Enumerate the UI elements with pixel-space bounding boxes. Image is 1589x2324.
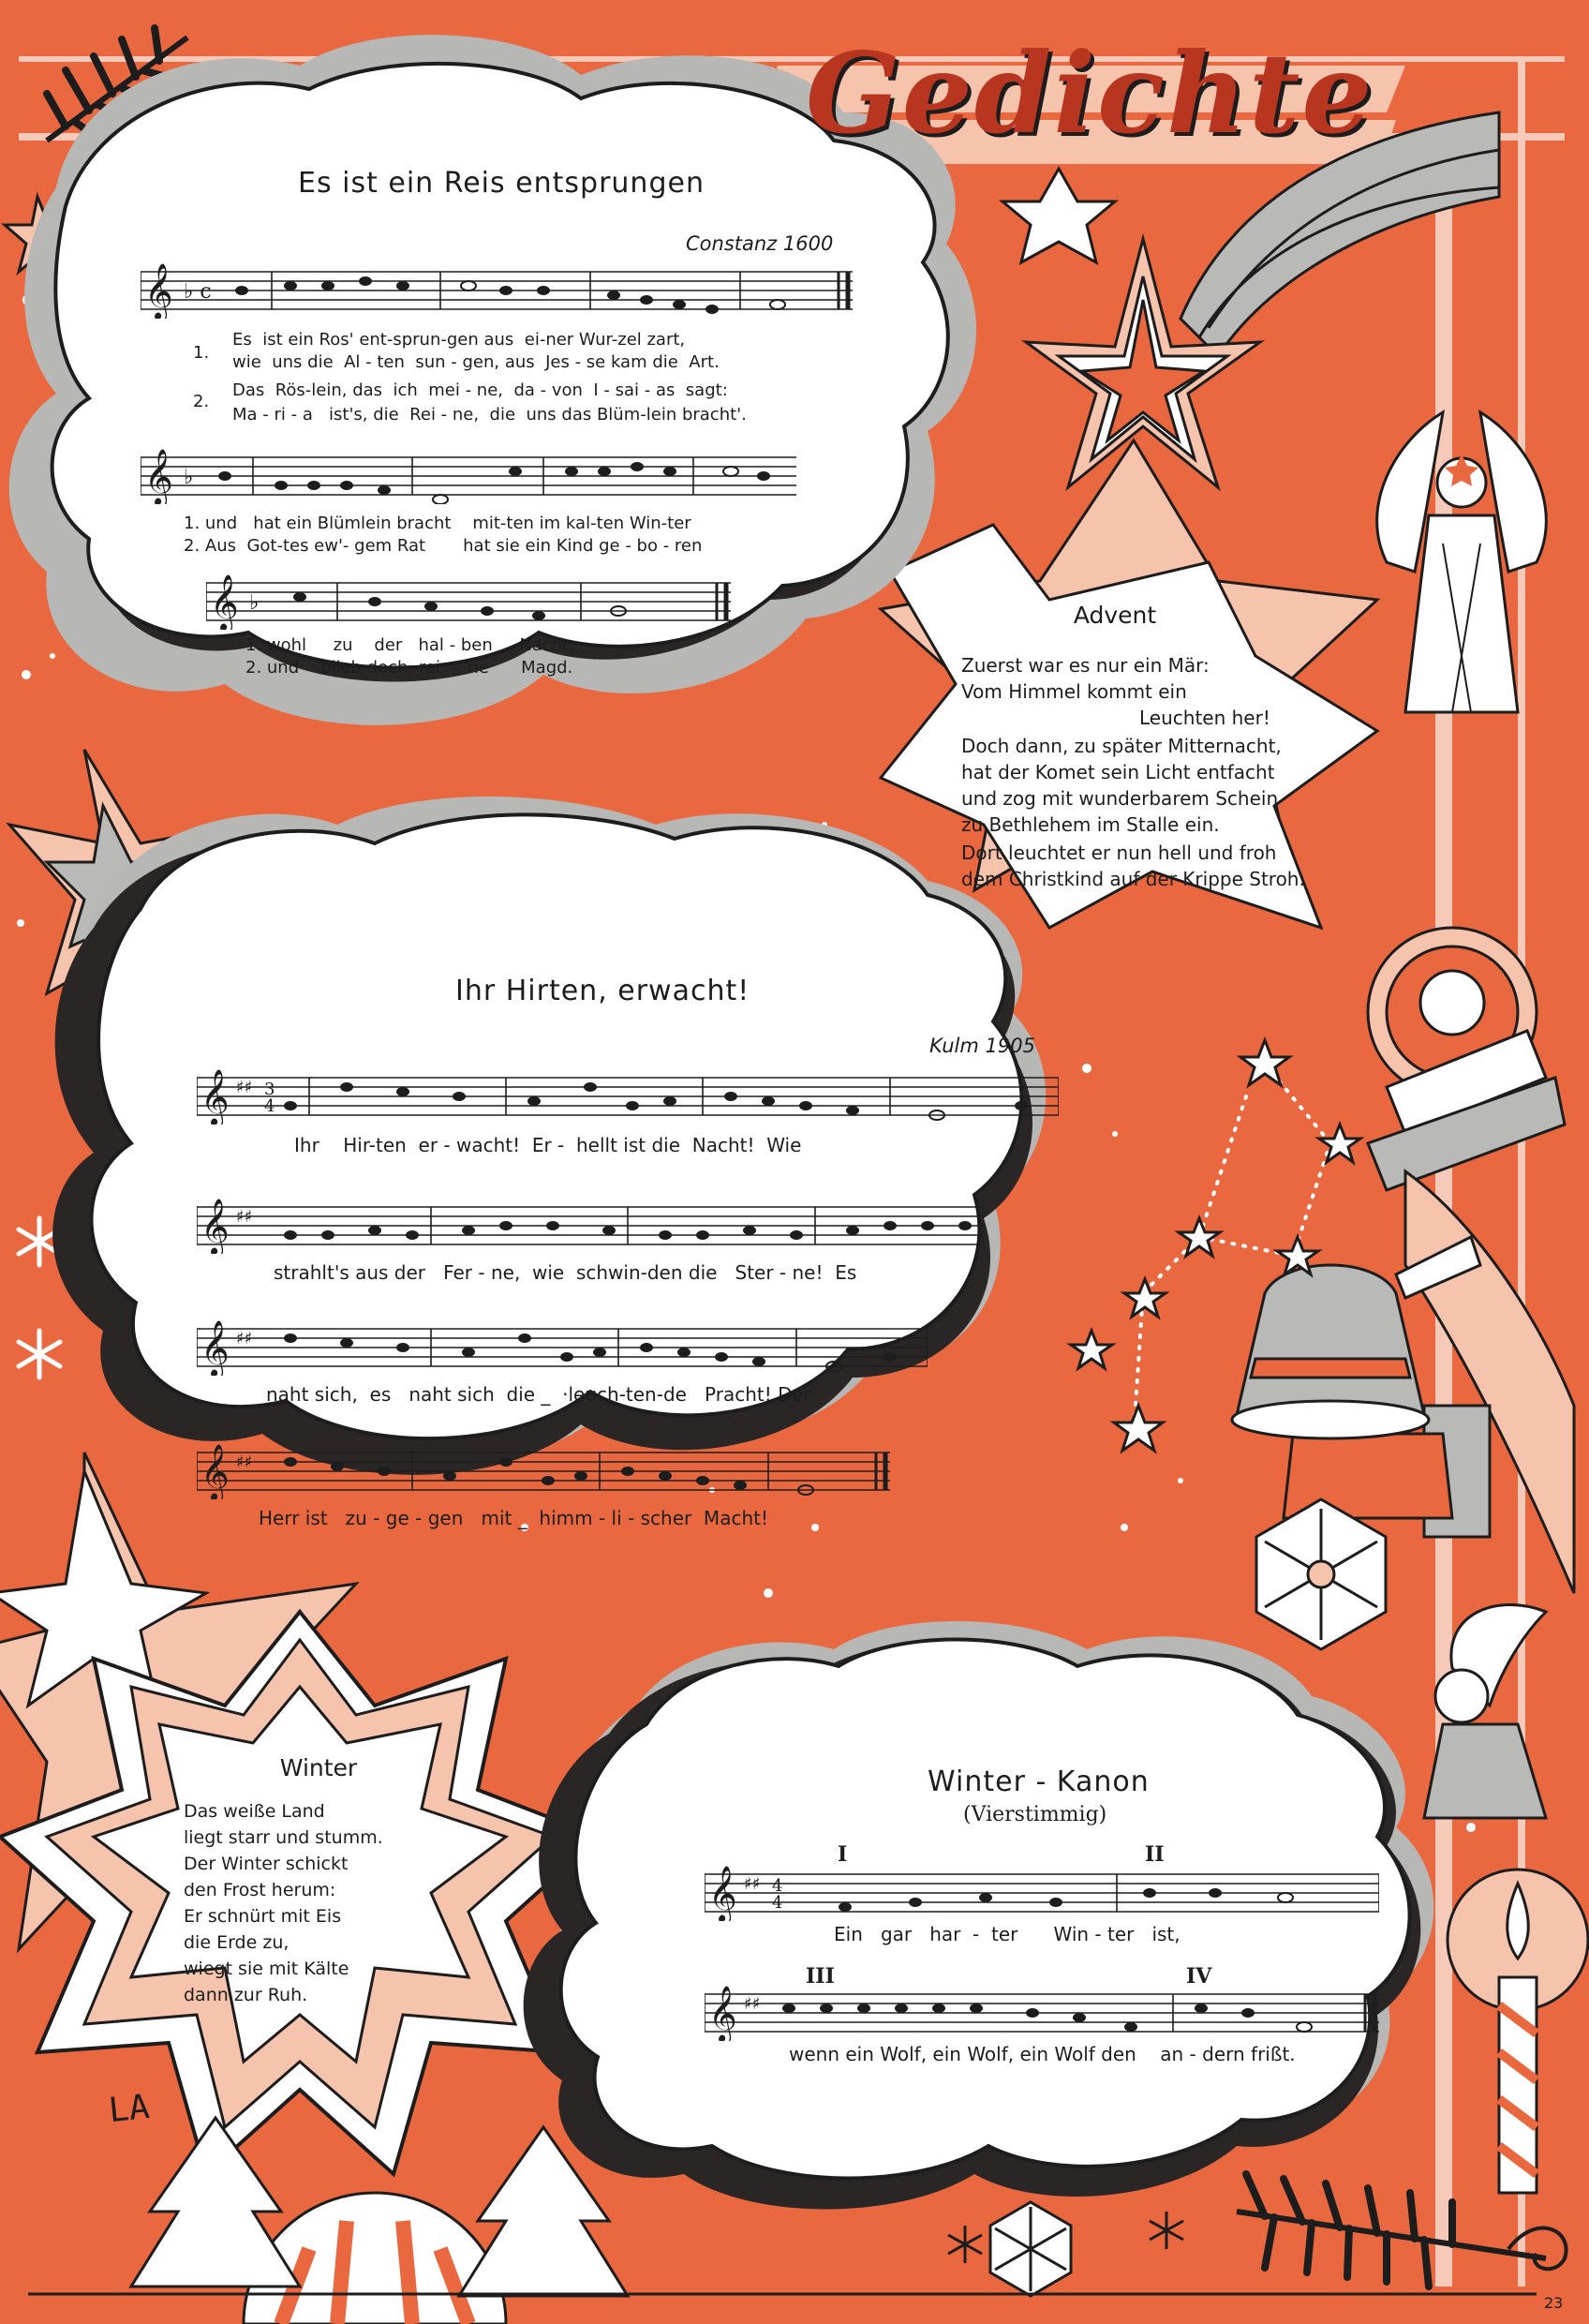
svg-text:♯♯: ♯♯ <box>236 1452 253 1472</box>
lyric-line: 2. Aus Got-tes ew'- gem Rat hat sie ein Kind ge - bo - ren <box>184 536 703 556</box>
poem-line: Dort leuchtet er nun hell und froh <box>961 842 1277 864</box>
svg-text:4: 4 <box>772 1893 783 1913</box>
lyric-line: 2. und blieb doch rei - ne Magd. <box>245 658 573 678</box>
svg-text:4: 4 <box>264 1096 275 1116</box>
artist-signature: LA <box>106 2087 152 2131</box>
canon-part-label: IV <box>1186 1964 1212 1989</box>
lyric-line: Ma - ri - a ist's, die Rei - ne, die uns das Blüm-lein bracht'. <box>232 405 747 425</box>
poem-line: Leuchten her! <box>1139 707 1270 729</box>
music-staff <box>141 448 796 504</box>
poem-line: Vom Himmel kommt ein <box>961 680 1187 703</box>
svg-text:♯♯: ♯♯ <box>236 1329 253 1348</box>
svg-text:♯♯: ♯♯ <box>236 1078 253 1097</box>
snowflake-icon <box>1256 1499 1386 1649</box>
lyric-line: wenn ein Wolf, ein Wolf, ein Wolf den an - dern frißt. <box>789 2043 1296 2065</box>
svg-text:♯♯: ♯♯ <box>744 1994 761 2014</box>
lyric-line: naht sich, es naht sich die _ ·leuch-ten-de Pracht! Der <box>266 1383 812 1406</box>
lyric-line: Das Rös-lein, das ich mei - ne, da - von I - sai - as sagt: <box>232 380 728 400</box>
page-title: Gedichte <box>806 28 1374 158</box>
poem-line: dem Christkind auf der Krippe Stroh. <box>961 868 1305 890</box>
music-staff <box>206 574 731 630</box>
poem-line: hat der Komet sein Licht entfacht <box>961 761 1275 783</box>
music-staff <box>197 1068 1059 1125</box>
music-staff <box>197 1198 984 1254</box>
canon-part-label: I <box>838 1842 848 1867</box>
lyric-line: strahlt's aus der Fer - ne, wie schwin-den die Ster - ne! Es <box>274 1261 857 1284</box>
song-subtitle: (Vierstimmig) <box>963 1803 1107 1826</box>
svg-text:𝄞: 𝄞 <box>708 1986 737 2041</box>
svg-text:♯♯: ♯♯ <box>744 1874 761 1894</box>
poem-line: Zuerst war es nur ein Mär: <box>961 654 1210 677</box>
svg-text:𝄞: 𝄞 <box>708 1866 737 1921</box>
svg-text:𝄞: 𝄞 <box>144 449 173 504</box>
candle-icon <box>1448 1870 1588 2193</box>
christ-child-icon <box>1368 928 1565 1190</box>
angel-icon <box>1377 412 1547 712</box>
svg-text:♭ c: ♭ c <box>184 280 212 304</box>
music-staff <box>705 1865 1379 1921</box>
poem-line: und zog mit wunderbarem Schein <box>961 787 1279 810</box>
song-source: Constanz 1600 <box>686 232 834 255</box>
song-title: Es ist ein Reis entsprungen <box>298 167 705 200</box>
svg-text:𝄞: 𝄞 <box>200 1199 230 1254</box>
lyric-line: Herr ist zu - ge - gen mit _ himm - li - scher Macht! <box>259 1507 768 1529</box>
poem-title: Winter <box>279 1754 358 1781</box>
poem-line: wiegt sie mit Kälte <box>184 1959 349 1979</box>
angel-icon <box>1424 1605 1546 1819</box>
poem-line: den Frost herum: <box>184 1880 336 1900</box>
poem-line: liegt starr und stumm. <box>184 1827 383 1848</box>
svg-text:𝄞: 𝄞 <box>200 1320 230 1376</box>
music-staff <box>197 1319 928 1376</box>
verse-number: 2. <box>193 392 210 411</box>
canon-part-label: II <box>1145 1842 1165 1867</box>
svg-text:𝄞: 𝄞 <box>200 1444 230 1499</box>
poem-title: Advent <box>1073 602 1157 629</box>
svg-text:♭: ♭ <box>249 591 260 615</box>
lyric-line: Es ist ein Ros' ent-sprun-gen aus ei-ner Wur-zel zart, <box>232 330 686 350</box>
svg-text:𝄞: 𝄞 <box>210 574 239 630</box>
music-staff <box>141 262 853 319</box>
svg-text:3: 3 <box>264 1080 275 1099</box>
snowflake-icon <box>990 2202 1071 2296</box>
svg-text:4: 4 <box>772 1876 783 1896</box>
poem-line: Doch dann, zu später Mitternacht, <box>961 735 1282 757</box>
poem-line: die Erde zu, <box>184 1932 290 1953</box>
lyric-line: 1. wohl zu der hal - ben Nacht. <box>245 635 574 655</box>
music-staff <box>197 1443 890 1499</box>
music-staff <box>705 1985 1379 2041</box>
poem-line: Das weiße Land <box>184 1801 325 1822</box>
svg-text:𝄞: 𝄞 <box>144 263 173 319</box>
poem-line: dann zur Ruh. <box>184 1985 308 2005</box>
lyric-line: wie uns die Al - ten sun - gen, aus Jes - se kam die Art. <box>232 352 720 372</box>
lyric-line: Ein gar har - ter Win - ter ist, <box>834 1923 1181 1945</box>
canon-part-label: III <box>806 1964 835 1989</box>
svg-text:♭: ♭ <box>184 466 194 489</box>
star-icon <box>1002 169 1115 262</box>
svg-text:♯♯: ♯♯ <box>236 1207 253 1227</box>
lyric-line: Ihr Hir-ten er - wacht! Er - hellt ist die Nacht! Wie <box>294 1134 802 1156</box>
song-title: Winter - Kanon <box>928 1765 1150 1798</box>
svg-text:𝄞: 𝄞 <box>200 1069 230 1125</box>
verse-number: 1. <box>193 343 210 363</box>
poem-line: Er schnürt mit Eis <box>184 1906 342 1927</box>
lyric-line: 1. und hat ein Blümlein bracht mit-ten im kal-ten Win-ter <box>184 514 691 533</box>
song-source: Kulm 1905 <box>929 1035 1035 1057</box>
poem-line: zu Bethlehem im Stalle ein. <box>961 813 1220 836</box>
song-title: Ihr Hirten, erwacht! <box>455 975 750 1007</box>
page-number: 23 <box>1544 2294 1564 2312</box>
poem-line: Der Winter schickt <box>184 1854 349 1874</box>
